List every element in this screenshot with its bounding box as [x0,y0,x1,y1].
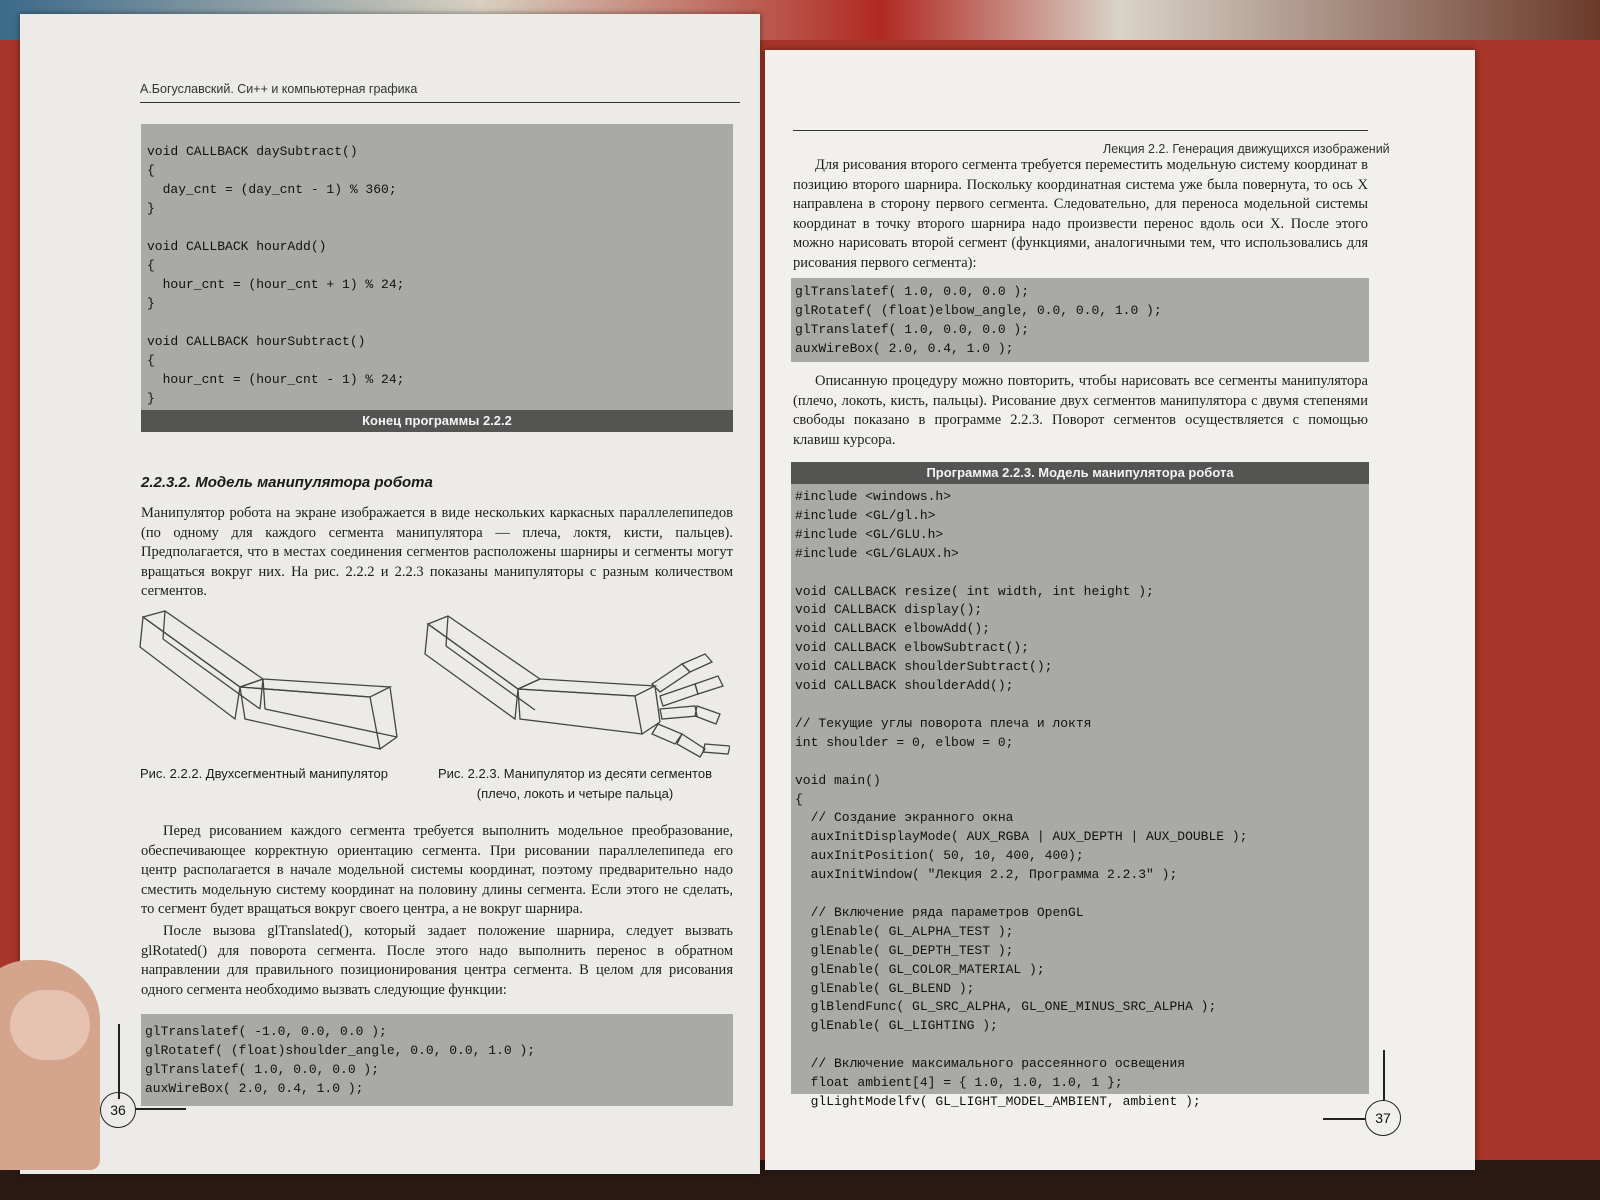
fig1-segment1-top [143,611,263,687]
fig2-finger4 [652,724,682,744]
code-text-bottom: glTranslatef( -1.0, 0.0, 0.0 ); glRotatef( (float)shoulder_angle, 0.0, 0.0, 1.0 ); glTranslatef( 1.0, 0.0, 0.0 ); auxWireBox( 2.0, 0.4, 1.0 ); [145,1024,536,1096]
caption-figure-2-2-3-line2: (плечо, локоть и четыре пальца) [476,786,674,801]
left-page-vertical-rule [118,1024,120,1099]
left-running-head: А.Богуславский. Си++ и компьютерная графика [140,82,418,96]
thumbnail [10,990,90,1060]
fig2-finger2 [660,684,698,706]
right-paragraph-2: Описанную процедуру можно повторить, чтобы нарисовать все сегменты манипулятора (плечо, локоть, кисть, пальцы). Рисование двух сегментов манипулятора с двумя степенями свободы показано в программе 2.2.3. Поворот сегментов осуществляется с помощью клавиш курсора. [793,373,1368,448]
left-paragraph-2: Перед рисованием каждого сегмента требуется выполнить модельное преобразование, обеспечивающее корректную ориентацию сегмента. При рисовании параллелепипеда его центр располагается в начале модельной системы координат, поэтому предварительно надо сместить модельную систему координат на половину длины сегмента. Если этого не сделать, то сегмент будет вращаться вокруг своего центра, а не вокруг шарнира. [141,823,733,917]
right-paragraph-1: Для рисования второго сегмента требуется переместить модельную систему координат в позицию второго шарнира. Поскольку координатная система уже была повернута, то ось X направлена в сторону первого сегмента. Следовательно, для переноса модельной системы координат в точку второго шарнира надо произвести перенос вдоль оси X. После этого можно нарисовать второй сегмент (функциями, аналогичными тем, что использовались для рисования первого сегмента): [793,157,1368,271]
code-block-top [141,124,733,432]
fig2-segment2-front [518,689,642,734]
left-head-rule [140,102,740,103]
caption-figure-2-2-2: Рис. 2.2.2. Двухсегментный манипулятор [140,766,388,781]
left-page-number: 36 [100,1092,136,1128]
code-block-elbow [791,278,1369,362]
code-text-elbow: glTranslatef( 1.0, 0.0, 0.0 ); glRotatef( (float)elbow_angle, 0.0, 0.0, 1.0 ); glTranslatef( 1.0, 0.0, 0.0 ); auxWireBox( 2.0, 0.4, 1.0 ); [795,284,1162,356]
right-running-head: Лекция 2.2. Генерация движущихся изображений [1103,142,1390,156]
program-title-bar: Программа 2.2.3. Модель манипулятора робота [791,462,1369,484]
code-block-bottom [141,1014,733,1106]
right-head-rule [793,130,1368,131]
left-paragraph-3: После вызова glTranslated(), который задает положение шарнира, следует вызвать glRotated() для поворота сегмента. После этого надо выполнить перенос в обратном направлении для правильного позиционирования центра сегмента. В целом для рисования одного сегмента необходимо вызвать следующие функции: [141,923,733,998]
caption-figure-2-2-3-line1: Рис. 2.2.3. Манипулятор из десяти сегментов [438,766,712,781]
code-text-top: void CALLBACK daySubtract() { day_cnt = (day_cnt - 1) % 360; } void CALLBACK hourAdd() { hour_cnt = (hour_cnt + 1) % 24; } void CALLBACK hourSubtract() { hour_cnt = (hour_cnt - 1) % 24; } [147,144,405,406]
fig2-finger3 [660,706,697,719]
right-page-number-rule [1323,1118,1365,1120]
figure-two-segment-manipulator [135,609,400,764]
left-page [20,14,760,1174]
section-heading: 2.2.3.2. Модель манипулятора робота [141,474,433,491]
fig2-segment1-top [428,616,540,689]
left-page-number-rule [136,1108,186,1110]
program-code-text: #include <windows.h> #include <GL/gl.h> #include <GL/GLU.h> #include <GL/GLAUX.h> void CALLBACK resize( int width, int height ); void CALLBACK display(); void CALLBACK elbowAdd(); void CALLBACK elbowSubtract(); void CALLBACK shoulderSubtract(); void CALLBACK shoulderAdd(); // Текущие углы поворота плеча и локтя int shoulder = 0, elbow = 0; void main() { // Создание экранного окна auxInitDisplayMode( AUX_RGBA | AUX_DEPTH | AUX_DOUBLE ); auxInitPosition( 50, 10, 400, 400); auxInitWindow( "Лекция 2.2, Программа 2.2.3" ); // Включение ряда параметров OpenGL glEnable( GL_ALPHA_TEST ); glEnable( GL_DEPTH_TEST ); glEnable( GL_COLOR_MATERIAL ); glEnable( GL_BLEND ); glBlendFunc( GL_SRC_ALPHA, GL_ONE_MINUS_SRC_ALPHA ); glEnable( GL_LIGHTING ); // Включение максимального рассеянного освещения float ambient[4] = { 1.0, 1.0, 1.0, 1 }; glLightModelfv( GL_LIGHT_MODEL_AMBIENT, ambient ); [795,489,1248,1109]
right-page [765,50,1475,1170]
end-program-bar: Конец программы 2.2.2 [141,410,733,432]
right-page-number: 37 [1365,1100,1401,1136]
fig1-segment1-front [140,617,240,719]
left-paragraph-1: Манипулятор робота на экране изображается в виде нескольких каркасных параллелепипедов (по одному для каждого сегмента манипулятора — плеча, локтя, кисти, пальцев). Предполагается, что в местах соединения сегментов расположены шарниры и сегменты могут вращаться вокруг них. На рис. 2.2.2 и 2.2.3 показаны манипуляторы с разным количеством сегментов. [141,505,733,599]
right-page-vertical-rule [1383,1050,1385,1100]
fig2-segment1-front [425,624,518,719]
figure-ten-segment-manipulator [420,614,730,769]
program-listing-2-2-3 [791,462,1369,1109]
